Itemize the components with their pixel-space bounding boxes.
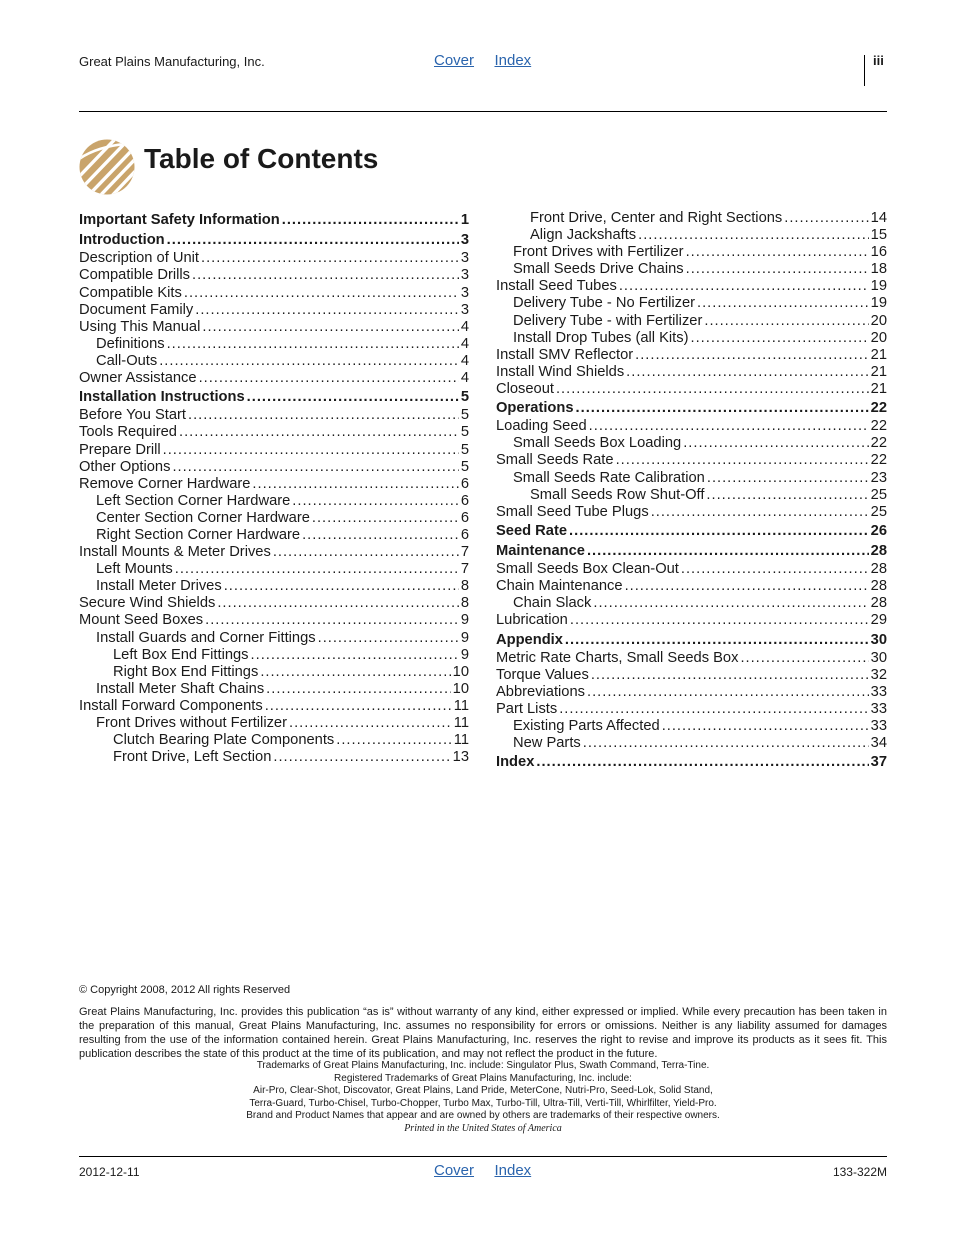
toc-entry-page: 28 <box>870 578 887 595</box>
toc-entry-title: Delivery Tube - No Fertilizer <box>513 295 696 312</box>
toc-dot-leader <box>587 684 869 701</box>
toc-entry-title: Prepare Drill <box>79 441 161 458</box>
toc-entry-page: 20 <box>870 312 887 329</box>
toc-entry[interactable] <box>496 435 887 452</box>
toc-dot-leader <box>192 267 459 284</box>
toc-dot-leader <box>691 330 869 347</box>
toc-entry-title: Lubrication <box>496 612 568 629</box>
toc-entry-title: Maintenance <box>496 542 585 559</box>
footer-divider <box>79 1156 887 1157</box>
toc-entry-page: 4 <box>460 352 469 369</box>
toc-dot-leader <box>188 407 459 424</box>
toc-entry[interactable] <box>496 227 887 244</box>
toc-dot-leader <box>587 542 869 561</box>
toc-dot-leader <box>163 442 459 459</box>
toc-entry[interactable] <box>496 504 887 521</box>
toc-entry-page: 6 <box>460 492 469 509</box>
toc-entry-title: Front Drive, Center and Right Sections <box>530 210 783 226</box>
toc-dot-leader <box>625 578 869 595</box>
toc-entry-title: Install Mounts & Meter Drives <box>79 544 271 561</box>
toc-entry[interactable] <box>79 319 469 336</box>
toc-entry-page: 10 <box>452 663 469 680</box>
toc-entry-page: 8 <box>460 595 469 612</box>
toc-dot-leader <box>570 612 869 629</box>
toc-entry[interactable] <box>79 732 469 749</box>
toc-entry-title: Install Meter Drives <box>96 578 222 595</box>
header-cover-link[interactable]: Cover <box>434 52 475 69</box>
toc-entry[interactable] <box>79 630 469 647</box>
toc-entry[interactable] <box>79 749 469 766</box>
toc-dot-leader <box>589 418 869 435</box>
toc-entry[interactable] <box>496 452 887 469</box>
toc-entry-page: 3 <box>460 284 469 301</box>
toc-dot-leader <box>569 522 869 541</box>
toc-dot-leader <box>651 504 869 521</box>
toc-entry-page: 16 <box>870 244 887 261</box>
toc-entry-title: Install Seed Tubes <box>496 278 617 295</box>
toc-entry-title: Compatible Kits <box>79 284 182 301</box>
toc-entry-title: Front Drives without Fertilizer <box>96 715 287 731</box>
toc-entry-page: 21 <box>870 346 887 363</box>
toc-dot-leader <box>681 561 869 578</box>
toc-entry-page: 22 <box>870 452 887 469</box>
toc-entry-title: New Parts <box>513 735 581 752</box>
toc-entry[interactable] <box>496 399 887 418</box>
toc-entry[interactable] <box>496 735 887 752</box>
trademark-line: Terra-Guard, Turbo-Chisel, Turbo-Chopper, Turbo Max, Turbo-Till, Ultra-Till, Verti-Till, Whirlfilter, Yield-Pro. <box>249 1097 717 1109</box>
toc-dot-leader <box>167 231 459 250</box>
toc-entry-page: 15 <box>870 227 887 244</box>
toc-entry-title: Install Forward Components <box>79 697 263 714</box>
toc-entry-title: Appendix <box>496 631 563 648</box>
toc-entry-title: Remove Corner Hardware <box>79 475 251 492</box>
toc-entry[interactable] <box>79 715 469 732</box>
toc-dot-leader <box>273 749 450 766</box>
toc-dot-leader <box>179 424 459 441</box>
footer-cover-link[interactable]: Cover <box>434 1162 475 1179</box>
toc-entry[interactable] <box>496 278 887 295</box>
toc-entry[interactable] <box>496 364 887 381</box>
toc-entry-title: Mount Seed Boxes <box>79 612 204 629</box>
toc-entry[interactable] <box>79 681 469 698</box>
toc-entry-title: Left Box End Fittings <box>113 646 249 663</box>
toc-entry-title: Small Seeds Box Clean-Out <box>496 561 679 578</box>
toc-dot-leader <box>593 595 868 612</box>
toc-dot-leader <box>172 459 458 476</box>
toc-dot-leader <box>536 753 868 772</box>
toc-entry-page: 28 <box>870 542 887 559</box>
toc-entry-title: Torque Values <box>496 666 589 683</box>
toc-entry-page: 29 <box>870 612 887 629</box>
toc-dot-leader <box>195 302 459 319</box>
toc-entry-page: 20 <box>870 329 887 346</box>
toc-entry[interactable] <box>496 418 887 435</box>
header-index-link[interactable]: Index <box>494 52 532 69</box>
toc-entry[interactable] <box>496 522 887 541</box>
toc-entry-title: Chain Maintenance <box>496 578 623 595</box>
header-divider <box>79 111 887 112</box>
toc-entry-page: 4 <box>460 318 469 335</box>
toc-entry[interactable] <box>496 684 887 701</box>
trademark-line: Trademarks of Great Plains Manufacturing, Inc. include: Singulator Plus, Swath Command, Terra-Tine. <box>256 1060 710 1071</box>
toc-entry-page: 30 <box>870 631 887 648</box>
toc-dot-leader <box>556 381 869 398</box>
footer-date: 2012-12-11 <box>79 1165 140 1179</box>
toc-entry-title: Introduction <box>79 232 165 249</box>
toc-entry-page: 32 <box>870 666 887 683</box>
toc-entry[interactable] <box>496 295 887 312</box>
toc-entry-page: 37 <box>870 754 887 771</box>
toc-entry-page: 28 <box>870 561 887 578</box>
toc-entry-page: 7 <box>460 561 469 578</box>
toc-dot-leader <box>217 595 458 612</box>
toc-entry-page: 11 <box>453 715 469 731</box>
toc-entry-title: Chain Slack <box>513 595 592 612</box>
toc-entry-title: Small Seeds Rate <box>496 452 614 469</box>
toc-entry-page: 6 <box>460 475 469 492</box>
toc-entry-page: 5 <box>460 424 469 441</box>
toc-entry-title: Left Mounts <box>96 561 173 578</box>
toc-dot-leader <box>202 319 458 336</box>
toc-entry-page: 11 <box>453 697 469 714</box>
toc-dot-leader <box>265 698 452 715</box>
toc-entry[interactable] <box>496 595 887 612</box>
toc-dot-leader <box>184 285 459 302</box>
toc-dot-leader <box>201 250 459 267</box>
toc-entry[interactable] <box>496 210 887 227</box>
footer-nav <box>434 1162 547 1180</box>
toc-entry-title: Document Family <box>79 301 194 318</box>
toc-entry-title: Owner Assistance <box>79 370 197 387</box>
trademark-line: Brand and Product Names that appear and are owned by others are trademarks of their respective owners. <box>246 1110 720 1122</box>
toc-entry-page: 30 <box>870 649 887 666</box>
toc-entry[interactable] <box>79 527 469 544</box>
disclaimer-text: Great Plains Manufacturing, Inc. provides this publication “as is” without warranty of any kind, either expressed or implied. While every precaution has been taken in the preparation of this manual, Great Plains Manufacturing, Inc. assumes no responsibility for errors or omissions. Neither is any liability assumed for damages resulting from the use of the information contained herein. Great Plains Manufacturing, Inc. reserves the right to revise and improve its products as it sees fit. This publication describes the state of this product at the time of its publication, and may not reflect the product in the future. <box>79 1006 887 1060</box>
toc-entry-title: Using This Manual <box>79 318 201 335</box>
toc-entry-title: Small Seed Tube Plugs <box>496 503 649 520</box>
toc-entry-title: Small Seeds Box Loading <box>513 435 682 452</box>
footer-document-number: 133-322M <box>832 1165 887 1179</box>
toc-entry-page: 3 <box>460 267 469 284</box>
toc-entry-page: 6 <box>460 509 469 526</box>
toc-entry[interactable] <box>496 470 887 487</box>
toc-entry-title: Compatible Drills <box>79 267 191 284</box>
toc-entry-page: 21 <box>870 363 887 380</box>
toc-entry[interactable] <box>496 701 887 718</box>
toc-dot-leader <box>697 295 869 312</box>
toc-dot-leader <box>251 647 459 664</box>
toc-dot-leader <box>704 313 868 330</box>
toc-entry-page: 6 <box>460 526 469 543</box>
toc-dot-leader <box>167 336 459 353</box>
toc-dot-leader <box>686 244 869 261</box>
toc-entry[interactable] <box>79 424 469 441</box>
toc-dot-leader <box>289 715 452 732</box>
toc-dot-leader <box>336 732 451 749</box>
toc-entry-title: Loading Seed <box>496 418 587 435</box>
trademark-line: Registered Trademarks of Great Plains Manufacturing, Inc. include: <box>334 1072 632 1084</box>
page-title: Table of Contents <box>144 143 379 174</box>
toc-entry[interactable] <box>496 631 887 650</box>
toc-dot-leader <box>565 631 869 650</box>
toc-entry-title: Tools Required <box>79 424 177 441</box>
toc-entry[interactable] <box>79 493 469 510</box>
toc-entry-page: 3 <box>460 250 469 267</box>
toc-entry[interactable] <box>79 407 469 424</box>
toc-dot-leader <box>247 388 459 407</box>
toc-dot-leader <box>199 370 459 387</box>
toc-dot-leader <box>282 211 459 230</box>
toc-entry-page: 19 <box>870 295 887 312</box>
toc-entry-page: 33 <box>870 718 887 735</box>
toc-entry[interactable] <box>79 698 469 715</box>
toc-dot-leader <box>292 493 459 510</box>
great-plains-logo-icon <box>79 139 135 195</box>
toc-entry-page: 22 <box>870 400 887 417</box>
toc-dot-leader <box>784 210 868 227</box>
toc-entry-title: Align Jackshafts <box>530 227 637 244</box>
toc-entry-page: 19 <box>870 278 887 295</box>
toc-dot-leader <box>318 630 459 647</box>
toc-entry[interactable] <box>496 330 887 347</box>
toc-entry-title: Delivery Tube - with Fertilizer <box>513 312 703 329</box>
toc-entry-title: Right Section Corner Hardware <box>96 526 301 543</box>
toc-entry-title: Right Box End Fittings <box>113 663 259 680</box>
toc-entry-page: 10 <box>452 680 469 697</box>
toc-entry-title: Front Drive, Left Section <box>113 749 272 766</box>
toc-entry-page: 8 <box>460 578 469 595</box>
toc-entry[interactable] <box>496 347 887 364</box>
toc-dot-leader <box>252 476 458 493</box>
toc-dot-leader <box>591 667 869 684</box>
toc-entry-page: 34 <box>870 735 887 752</box>
toc-entry[interactable] <box>496 313 887 330</box>
toc-entry-page: 5 <box>460 407 469 424</box>
toc-dot-leader <box>260 664 450 681</box>
toc-dot-leader <box>616 452 869 469</box>
toc-dot-leader <box>638 227 869 244</box>
toc-entry[interactable] <box>79 476 469 493</box>
toc-entry-page: 25 <box>870 503 887 520</box>
toc-entry[interactable] <box>496 612 887 629</box>
toc-left-column <box>79 210 469 766</box>
toc-entry-title: Install Meter Shaft Chains <box>96 680 265 697</box>
toc-entry-title: Secure Wind Shields <box>79 595 216 612</box>
toc-entry-title: Small Seeds Row Shut-Off <box>530 486 705 503</box>
toc-entry-page: 3 <box>460 232 469 249</box>
toc-entry[interactable] <box>496 261 887 278</box>
toc-entry-title: Installation Instructions <box>79 389 245 406</box>
footer-index-link[interactable]: Index <box>494 1162 532 1179</box>
toc-entry-title: Part Lists <box>496 701 558 717</box>
toc-entry[interactable] <box>496 487 887 504</box>
toc-entry-page: 3 <box>460 301 469 318</box>
toc-entry[interactable] <box>496 667 887 684</box>
toc-entry[interactable] <box>496 381 887 398</box>
toc-entry-title: Clutch Bearing Plate Components <box>113 732 335 749</box>
toc-entry-page: 14 <box>870 210 887 226</box>
toc-entry-page: 28 <box>870 595 887 612</box>
toc-entry[interactable] <box>79 442 469 459</box>
toc-entry-title: Existing Parts Affected <box>513 718 660 735</box>
toc-dot-leader <box>224 578 459 595</box>
toc-entry-page: 22 <box>870 418 887 435</box>
toc-entry[interactable] <box>79 285 469 302</box>
toc-entry-title: Index <box>496 754 535 771</box>
toc-entry-page: 11 <box>453 732 469 749</box>
toc-entry[interactable] <box>79 578 469 595</box>
printed-in-notice: Printed in the United States of America <box>404 1122 562 1134</box>
toc-dot-leader <box>273 544 459 561</box>
toc-entry[interactable] <box>79 510 469 527</box>
toc-entry-title: Abbreviations <box>496 683 585 700</box>
toc-entry-page: 13 <box>452 749 469 766</box>
toc-entry-title: Closeout <box>496 380 554 397</box>
toc-entry-title: Metric Rate Charts, Small Seeds Box <box>496 649 739 666</box>
toc-entry[interactable] <box>79 544 469 561</box>
toc-dot-leader <box>159 353 459 370</box>
toc-dot-leader <box>740 650 868 667</box>
toc-dot-leader <box>302 527 459 544</box>
toc-dot-leader <box>576 399 869 418</box>
toc-dot-leader <box>619 278 869 295</box>
toc-dot-leader <box>635 347 869 364</box>
toc-entry-title: Operations <box>496 400 574 417</box>
toc-dot-leader <box>175 561 459 578</box>
toc-entry-title: Seed Rate <box>496 522 568 539</box>
toc-entry[interactable] <box>496 542 887 561</box>
toc-dot-leader <box>707 470 869 487</box>
toc-entry-title: Small Seeds Drive Chains <box>513 261 684 278</box>
toc-entry[interactable] <box>496 561 887 578</box>
toc-dot-leader <box>205 612 459 629</box>
header-vertical-divider <box>864 55 865 86</box>
toc-entry-page: 4 <box>460 370 469 387</box>
toc-entry-page: 23 <box>870 469 887 486</box>
toc-dot-leader <box>683 435 868 452</box>
toc-entry-title: Before You Start <box>79 407 186 424</box>
header-page-number: iii <box>873 53 884 68</box>
toc-entry-title: Left Section Corner Hardware <box>96 492 291 509</box>
header-nav <box>434 52 547 70</box>
toc-entry[interactable] <box>496 578 887 595</box>
toc-entry-title: Important Safety Information <box>79 212 280 228</box>
toc-entry-page: 18 <box>870 261 887 278</box>
trademark-line: Air-Pro, Clear-Shot, Discovator, Great Plains, Land Pride, MeterCone, Nutri-Pro, Seed-Lok, Solid Stand, <box>253 1085 713 1097</box>
toc-entry-title: Install Guards and Corner Fittings <box>96 629 316 646</box>
toc-entry[interactable] <box>79 336 469 353</box>
toc-entry-title: Install Drop Tubes (all Kits) <box>513 329 689 346</box>
toc-entry[interactable] <box>79 250 469 267</box>
toc-entry[interactable] <box>79 231 469 250</box>
toc-entry-title: Install SMV Reflector <box>496 346 634 363</box>
toc-entry-title: Call-Outs <box>96 352 158 369</box>
toc-entry-page: 22 <box>870 435 887 452</box>
toc-dot-leader <box>626 364 868 381</box>
toc-entry-title: Description of Unit <box>79 250 199 267</box>
toc-dot-leader <box>266 681 450 698</box>
toc-entry[interactable] <box>79 302 469 319</box>
toc-right-column <box>496 210 887 772</box>
toc-entry-title: Install Wind Shields <box>496 363 625 380</box>
toc-entry-page: 5 <box>460 441 469 458</box>
toc-entry[interactable] <box>496 650 887 667</box>
toc-dot-leader <box>662 718 869 735</box>
toc-entry-title: Definitions <box>96 335 165 352</box>
toc-entry[interactable] <box>79 211 469 230</box>
toc-dot-leader <box>686 261 869 278</box>
toc-entry-page: 33 <box>870 701 887 717</box>
toc-entry-page: 5 <box>460 458 469 475</box>
toc-entry[interactable] <box>496 753 887 772</box>
toc-entry-title: Other Options <box>79 458 171 475</box>
toc-entry[interactable] <box>79 561 469 578</box>
toc-entry-page: 26 <box>870 522 887 539</box>
toc-entry-page: 7 <box>460 544 469 561</box>
toc-entry-title: Small Seeds Rate Calibration <box>513 469 705 486</box>
toc-entry-page: 21 <box>870 380 887 397</box>
toc-entry-title: Center Section Corner Hardware <box>96 509 310 526</box>
copyright-notice: © Copyright 2008, 2012 All rights Reserved <box>79 984 291 996</box>
toc-entry-page: 4 <box>460 335 469 352</box>
toc-entry-page: 9 <box>460 629 469 646</box>
trademarks-block <box>79 1060 887 1136</box>
header-company-name: Great Plains Manufacturing, Inc. <box>79 54 265 69</box>
toc-entry-title: Front Drives with Fertilizer <box>513 244 684 261</box>
toc-entry[interactable] <box>79 267 469 284</box>
toc-entry-page: 9 <box>460 612 469 629</box>
toc-dot-leader <box>706 487 868 504</box>
toc-entry[interactable] <box>496 718 887 735</box>
toc-entry-page: 33 <box>870 683 887 700</box>
toc-entry[interactable] <box>79 353 469 370</box>
toc-entry[interactable] <box>79 388 469 407</box>
toc-entry[interactable] <box>79 595 469 612</box>
toc-dot-leader <box>312 510 459 527</box>
toc-entry[interactable] <box>79 664 469 681</box>
toc-entry[interactable] <box>79 459 469 476</box>
toc-entry-page: 1 <box>460 212 469 228</box>
toc-entry[interactable] <box>79 612 469 629</box>
toc-entry-page: 5 <box>460 389 469 406</box>
toc-dot-leader <box>559 701 868 718</box>
toc-entry[interactable] <box>496 244 887 261</box>
toc-entry-page: 25 <box>870 486 887 503</box>
toc-entry-page: 9 <box>460 646 469 663</box>
toc-dot-leader <box>583 735 869 752</box>
toc-entry[interactable] <box>79 647 469 664</box>
toc-entry[interactable] <box>79 370 469 387</box>
